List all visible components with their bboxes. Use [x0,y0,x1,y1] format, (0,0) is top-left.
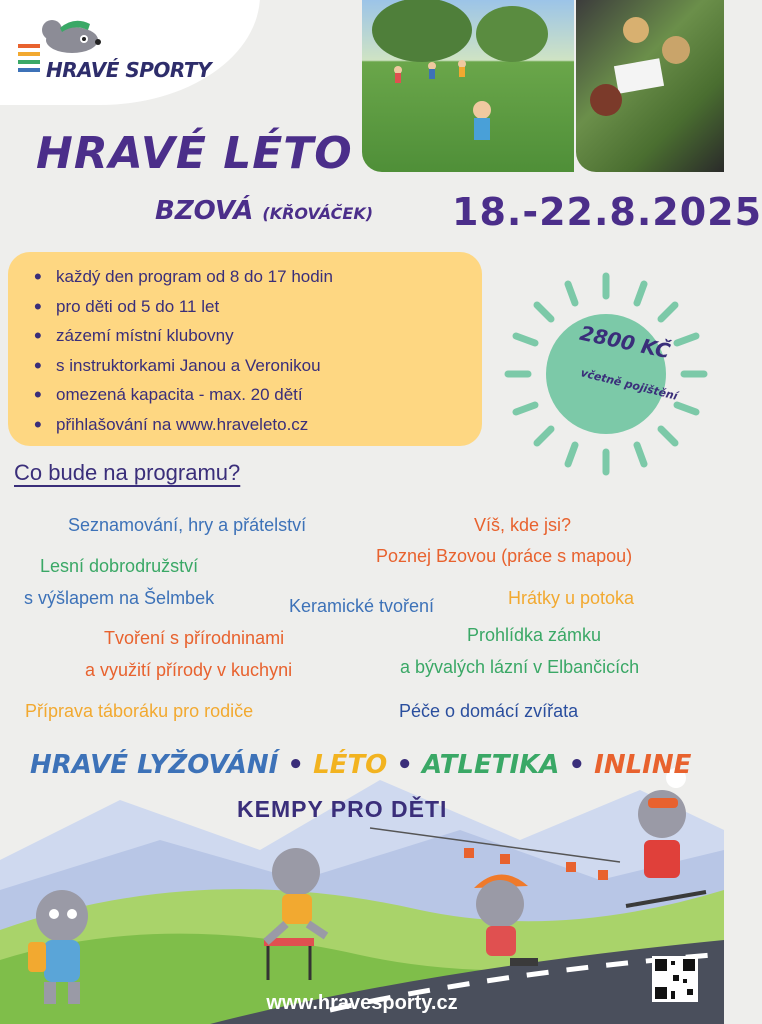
location-note: (KŘOVÁČEK) [262,204,374,223]
activity: Prohlídka zámku [467,625,602,645]
activity: Péče o domácí zvířata [399,701,579,721]
price-amount: 2800 KČ [577,320,673,364]
info-list [8,252,482,439]
camps-subtitle: KEMPY PRO DĚTI [237,796,448,822]
location [155,196,373,226]
activity: Keramické tvoření [289,596,435,616]
mouse-runner-icon [246,836,346,946]
mouse-mascot-icon [30,10,110,60]
list-item: • pro děti od 5 do 11 let [56,292,482,322]
activity: Hrátky u potoka [508,588,635,608]
photo-kids-playing [362,0,574,172]
activity: s výšlapem na Šelmbek [24,588,215,608]
list-item: • přihlašování na www.hraveleto.cz [56,410,482,440]
mouse-hiker-icon [14,878,104,1010]
separator: • [396,750,413,780]
camp-type: HRAVÉ LYŽOVÁNÍ [30,750,279,780]
activity: a bývalých lázní v Elbančicích [400,657,640,677]
photo-kids-with-map [576,0,724,172]
activity: Lesní dobrodružství [40,556,199,576]
activity: Víš, kde jsi? [474,515,572,535]
page-title: HRAVÉ LÉTO [36,128,353,179]
camp-type: INLINE [594,750,692,780]
list-item: • každý den program od 8 do 17 hodin [56,262,482,292]
activity: Seznamování, hry a přátelství [68,515,307,535]
info-box [8,252,482,446]
activity: Tvoření s přírodninami [104,628,285,648]
location-name: BZOVÁ [155,196,254,226]
separator: • [568,750,586,780]
camp-type: LÉTO [313,750,388,780]
event-dates: 18.-22.8.2025 [452,190,762,234]
camp-types [30,750,691,780]
separator: • [287,750,305,780]
brand-name: HRAVÉ SPORTY [46,58,212,82]
camp-type: ATLETIKA [422,750,560,780]
activity: Poznej Bzovou (práce s mapou) [376,546,633,566]
website-link[interactable]: www.hravesporty.cz [266,992,458,1014]
mouse-skier-icon [606,766,716,916]
list-item: • omezená kapacita - max. 20 dětí [56,380,482,410]
list-item: • zázemí místní klubovny [56,321,482,351]
activity: Příprava táboráku pro rodiče [25,701,254,721]
activity: a využití přírody v kuchyni [85,660,293,680]
program-heading: Co bude na programu? [14,460,241,485]
price-note: včetně pojištění [579,366,679,403]
list-item: • s instruktorkami Janou a Veronikou [56,351,482,381]
mouse-inline-skater-icon [440,862,560,982]
